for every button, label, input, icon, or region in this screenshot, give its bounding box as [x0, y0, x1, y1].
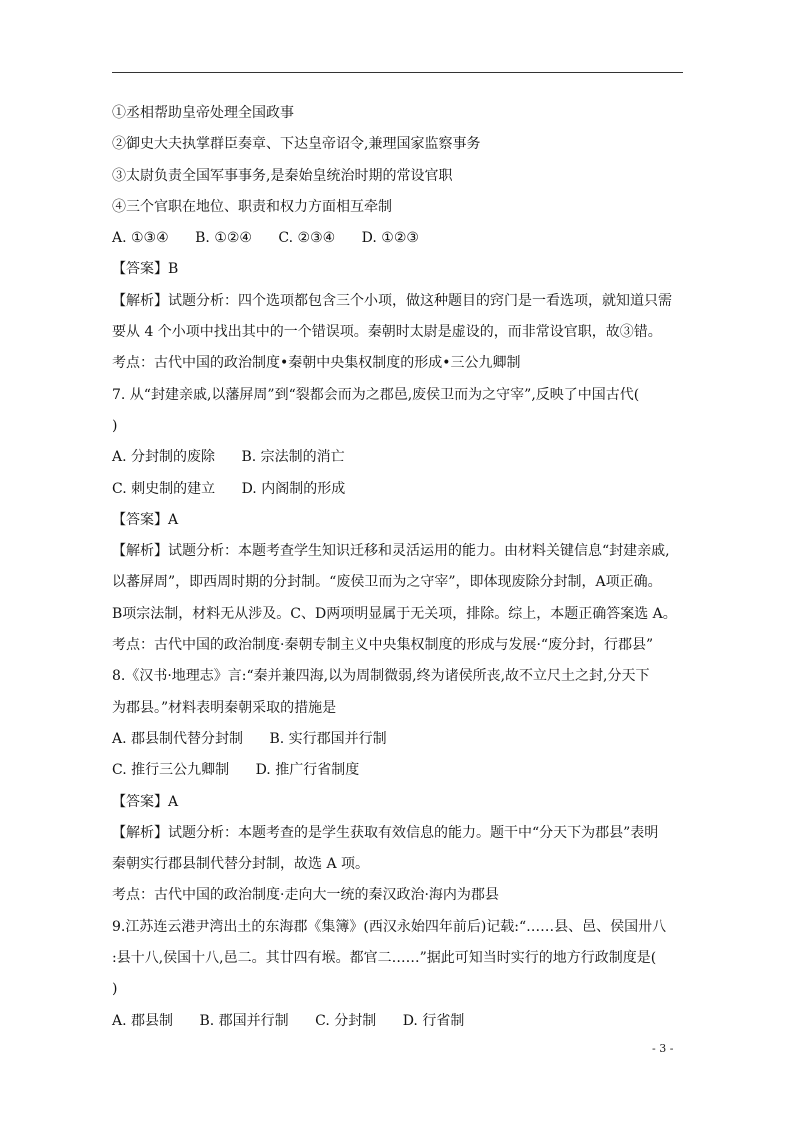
q9-stem-line-1: 9.江苏连云港尹湾出土的东海郡《集簿》(西汉永始四年前后)记载:“……县、邑、侯国卅八 [112, 918, 667, 935]
q8-option-b: B. 实行郡国并行制 [269, 730, 387, 747]
q6-analysis-line-2: 要从 4 个小项中找出其中的一个错误项。秦朝时太尉是虚设的，而非常设官职，故③错。 [112, 324, 662, 341]
q6-options [112, 223, 686, 254]
q9-option-b: B. 郡国并行制 [199, 1012, 289, 1029]
q8-options-row-1 [112, 724, 686, 755]
q6-option-c: C. ②③④ [278, 230, 336, 247]
q9-option-d: D. 行省制 [402, 1012, 465, 1029]
header-rule [112, 72, 683, 73]
q7-analysis-line-1: 【解析】试题分析：本题考查学生知识迁移和灵活运用的能力。由材料关键信息“封建亲戚, [112, 543, 670, 560]
q7-stem-line-2: ) [112, 417, 118, 434]
q7-point: 考点：古代中国的政治制度·秦朝专制主义中央集权制度的形成与发展·“废分封，行郡县” [112, 637, 654, 654]
q9-stem-line-2: :县十八,侯国十八,邑二。其廿四有堠。都官二……”据此可知当时实行的地方行政制度是( [112, 950, 657, 967]
statement-1: ①丞相帮助皇帝处理全国政事 [112, 105, 294, 121]
q8-options-row-2 [112, 755, 686, 786]
q6-point: 考点：古代中国的政治制度•秦朝中央集权制度的形成•三公九卿制 [112, 355, 521, 372]
q7-options-row-2 [112, 474, 686, 505]
q6-answer: 【答案】B [112, 261, 179, 278]
q7-option-a: A. 分封制的废除 [112, 449, 216, 466]
q9-options [112, 1006, 686, 1037]
q9-option-a: A. 郡县制 [112, 1012, 174, 1029]
q6-analysis-line-1: 【解析】试题分析：四个选项都包含三个小项，做这种题目的窍门是一看选项，就知道只需 [112, 292, 672, 309]
q8-analysis-line-2: 秦朝实行郡县制代替分封制，故选 A 项。 [112, 856, 370, 873]
q8-option-a: A. 郡县制代替分封制 [112, 730, 244, 747]
q7-stem-line-1: 7. 从“封建亲戚,以藩屏周”到“裂都会而为之郡邑,废侯卫而为之守宰”,反映了中国古代( [112, 386, 640, 403]
q6-option-b: B. ①②④ [195, 230, 252, 247]
q9-option-c: C. 分封制 [315, 1012, 377, 1029]
q8-analysis-line-1: 【解析】试题分析：本题考查的是学生获取有效信息的能力。题干中“分天下为郡县”表明 [112, 824, 659, 841]
q8-stem-line-2: 为郡县。”材料表明秦朝采取的措施是 [112, 699, 337, 716]
q7-analysis-line-3: B项宗法制，材料无从涉及。C、D两项明显属于无关项，排除。综上，本题正确答案选 A。 [112, 605, 677, 622]
statement-2: ②御史大夫执掌群臣奏章、下达皇帝诏令,兼理国家监察事务 [112, 136, 481, 153]
statement-4: ④三个官职在地位、职责和权力方面相互牵制 [112, 198, 392, 215]
page-number: - 3 - [652, 1042, 674, 1055]
q6-option-d: D. ①②③ [361, 230, 419, 247]
q7-option-d: D. 内阁制的形成 [241, 480, 346, 497]
q7-options-row-1 [112, 442, 686, 473]
statement-3: ③太尉负责全国军事事务,是秦始皇统治时期的常设官职 [112, 167, 453, 184]
q7-answer: 【答案】A [112, 511, 179, 528]
q7-option-b: B. 宗法制的消亡 [241, 449, 345, 466]
q8-stem-line-1: 8.《汉书·地理志》言:“秦并兼四海,以为周制微弱,终为诸侯所丧,故不立尺土之封,分天下 [112, 668, 650, 685]
q8-option-c: C. 推行三公九卿制 [112, 762, 230, 779]
q9-stem-line-3: ) [112, 981, 118, 998]
q7-analysis-line-2: 以蕃屏周”，即西周时期的分封制。“废侯卫而为之守宰”，即体现废除分封制，A项正确。 [112, 574, 662, 591]
q8-option-d: D. 推广行省制度 [255, 762, 360, 779]
q8-point: 考点：古代中国的政治制度·走向大一统的秦汉政治·海内为郡县 [112, 887, 499, 904]
q8-answer: 【答案】A [112, 793, 179, 810]
q6-option-a: A. ①③④ [112, 230, 169, 247]
document-body [112, 98, 686, 1037]
q7-option-c: C. 刺史制的建立 [112, 480, 216, 497]
